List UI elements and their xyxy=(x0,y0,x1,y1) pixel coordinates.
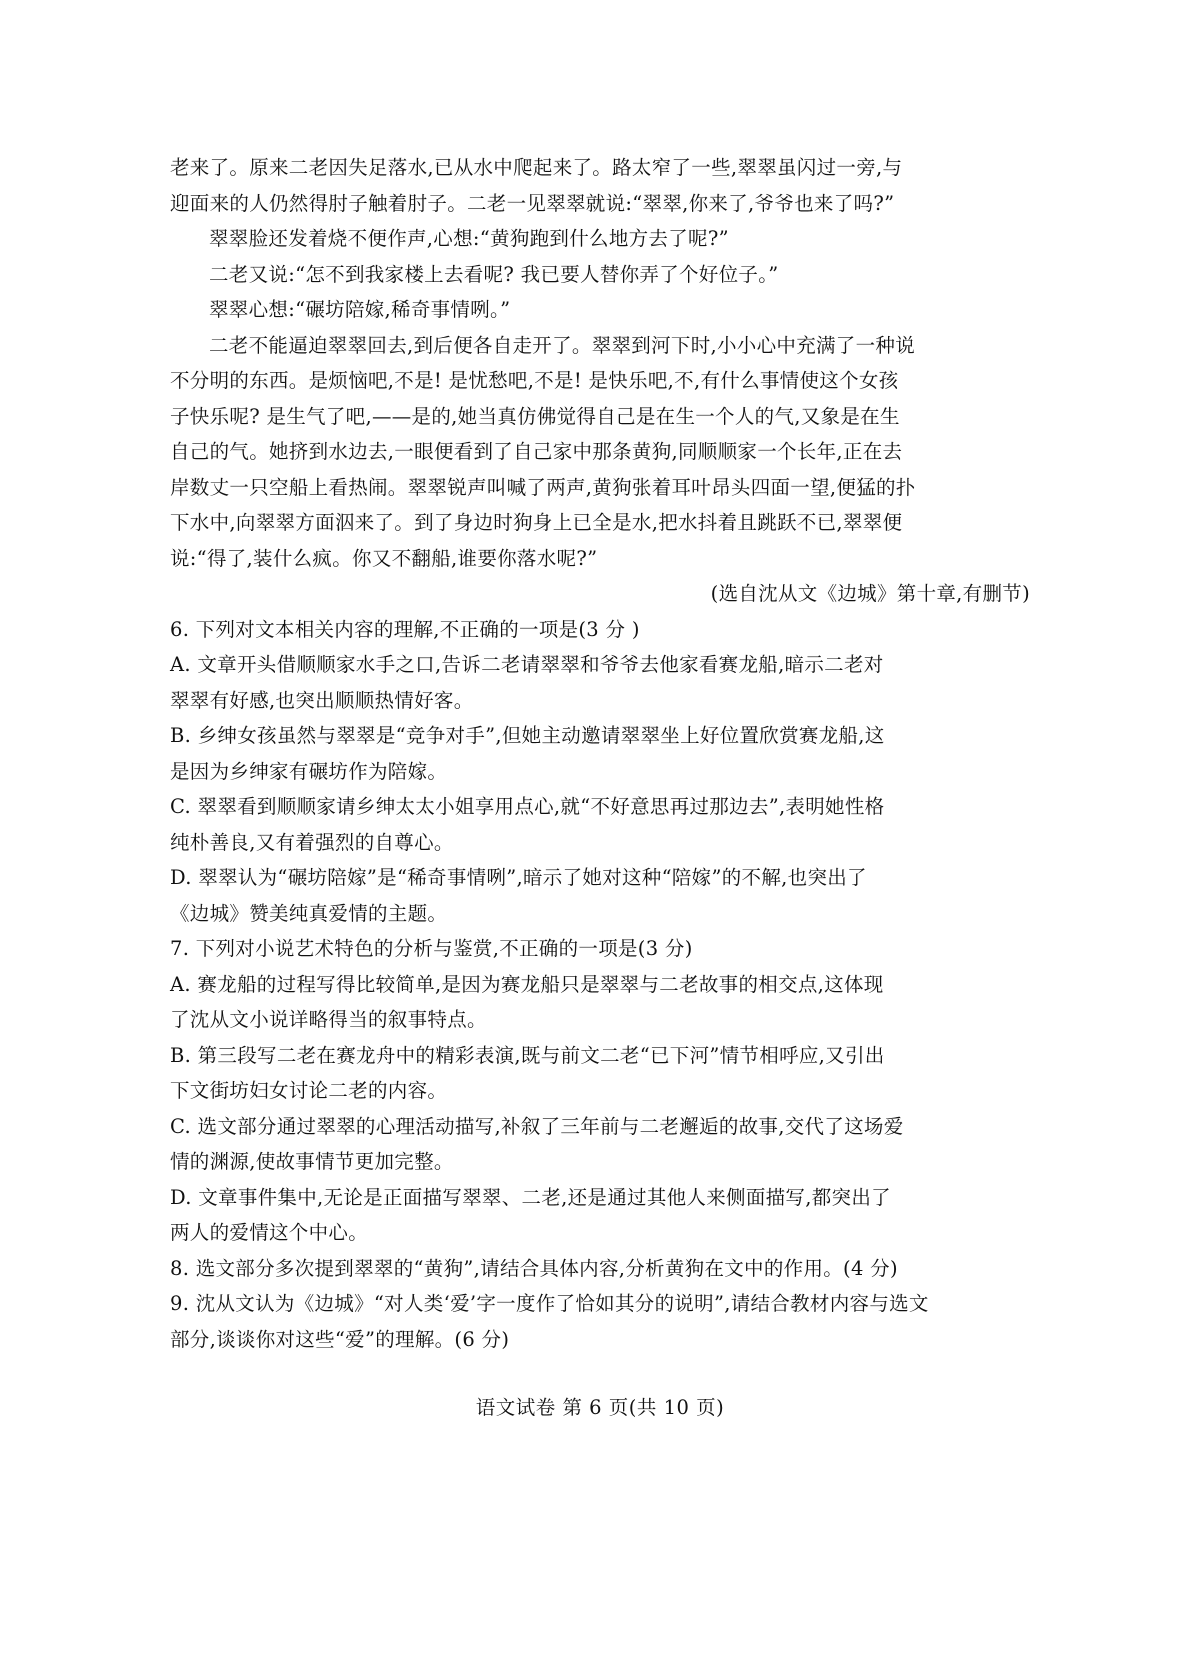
option-d-cont: 《边城》赞美纯真爱情的主题。 xyxy=(170,901,448,925)
passage-line: 不分明的东西。是烦恼吧,不是! 是忧愁吧,不是! 是快乐吧,不,有什么事情使这个女孩 xyxy=(170,369,899,392)
option-a-cont: 翠翠有好感,也突出顺顺热情好客。 xyxy=(170,688,474,712)
question-stem: 6. 下列对文本相关内容的理解,不正确的一项是(3 分 ) xyxy=(170,617,640,641)
page-content xyxy=(170,150,1030,1357)
option-d: D. 翠翠认为“碾坊陪嫁”是“稀奇事情咧”,暗示了她对这种“陪嫁”的不解,也突出了 xyxy=(170,866,867,889)
page-footer: 语文试卷 第 6 页(共 10 页) xyxy=(475,1396,725,1419)
option-a: A. 文章开头借顺顺家水手之口,告诉二老请翠翠和爷爷去他家看赛龙船,暗示二老对 xyxy=(170,653,884,676)
option-c: C. 选文部分通过翠翠的心理活动描写,补叙了三年前与二老邂逅的故事,交代了这场爱 xyxy=(170,1114,904,1138)
option-a: A. 赛龙船的过程写得比较简单,是因为赛龙船只是翠翠与二老故事的相交点,这体现 xyxy=(170,972,884,996)
passage-line: 老来了。原来二老因失足落水,已从水中爬起来了。路太窄了一些,翠翠虽闪过一旁,与 xyxy=(170,156,903,179)
question-8: 8. 选文部分多次提到翠翠的“黄狗”,请结合具体内容,分析黄狗在文中的作用。(4 分) xyxy=(170,1256,898,1280)
passage-line: 子快乐呢? 是生气了吧,——是的,她当真仿佛觉得自己是在生一个人的气,又象是在生 xyxy=(170,404,900,428)
option-d-cont: 两人的爱情这个中心。 xyxy=(170,1221,369,1244)
option-a-cont: 了沈从文小说详略得当的叙事特点。 xyxy=(170,1008,487,1031)
passage-paragraph: 二老又说:“怎不到我家楼上去看呢? 我已要人替你弄了个好位子。” xyxy=(209,262,779,286)
option-d: D. 文章事件集中,无论是正面描写翠翠、二老,还是通过其他人来侧面描写,都突出了 xyxy=(170,1185,891,1209)
option-b: B. 乡绅女孩虽然与翠翠是“竞争对手”,但她主动邀请翠翠坐上好位置欣赏赛龙船,这 xyxy=(170,724,885,747)
passage-line: 下水中,向翠翠方面泅来了。到了身边时狗身上已全是水,把水抖着且跳跃不已,翠翠便 xyxy=(170,511,903,534)
option-c-cont: 情的渊源,使故事情节更加完整。 xyxy=(170,1150,454,1173)
passage-line: 说:“得了,装什么疯。你又不翻船,谁要你落水呢?” xyxy=(170,546,598,570)
option-b-cont: 下文街坊妇女讨论二老的内容。 xyxy=(170,1079,448,1102)
passage-line: 岸数丈一只空船上看热闹。翠翠锐声叫喊了两声,黄狗张着耳叶昂头四面一望,便猛的扑 xyxy=(170,475,916,499)
passage-line: 二老不能逼迫翠翠回去,到后便各自走开了。翠翠到河下时,小小心中充满了一种说 xyxy=(209,333,915,357)
question-6 xyxy=(170,612,1030,932)
option-c: C. 翠翠看到顺顺家请乡绅太太小姐享用点心,就“不好意思再过那边去”,表明她性格 xyxy=(170,795,885,818)
question-stem: 7. 下列对小说艺术特色的分析与鉴赏,不正确的一项是(3 分) xyxy=(170,937,693,960)
passage-line: 迎面来的人仍然得肘子触着肘子。二老一见翠翠就说:“翠翠,你来了,爷爷也来了吗?” xyxy=(170,191,895,215)
question-9: 9. 沈从文认为《边城》“对人类‘爱’字一度作了恰如其分的说明”,请结合教材内容与选文 xyxy=(170,1292,929,1315)
passage-line: 自己的气。她挤到水边去,一眼便看到了自己家中那条黄狗,同顺顺家一个长年,正在去 xyxy=(170,440,903,463)
option-b-cont: 是因为乡绅家有碾坊作为陪嫁。 xyxy=(170,759,448,783)
passage-paragraph: 翠翠脸还发着烧不便作声,心想:“黄狗跑到什么地方去了呢?” xyxy=(209,227,729,250)
option-c-cont: 纯朴善良,又有着强烈的自尊心。 xyxy=(170,830,454,854)
passage-paragraph: 翠翠心想:“碾坊陪嫁,稀奇事情咧。” xyxy=(209,298,511,321)
passage-source: (选自沈从文《边城》第十章,有删节) xyxy=(710,582,1030,605)
question-9-cont: 部分,谈谈你对这些“爱”的理解。(6 分) xyxy=(170,1327,510,1351)
option-b: B. 第三段写二老在赛龙舟中的精彩表演,既与前文二老“已下河”情节相呼应,又引出 xyxy=(170,1043,885,1067)
question-7 xyxy=(170,931,1030,1251)
